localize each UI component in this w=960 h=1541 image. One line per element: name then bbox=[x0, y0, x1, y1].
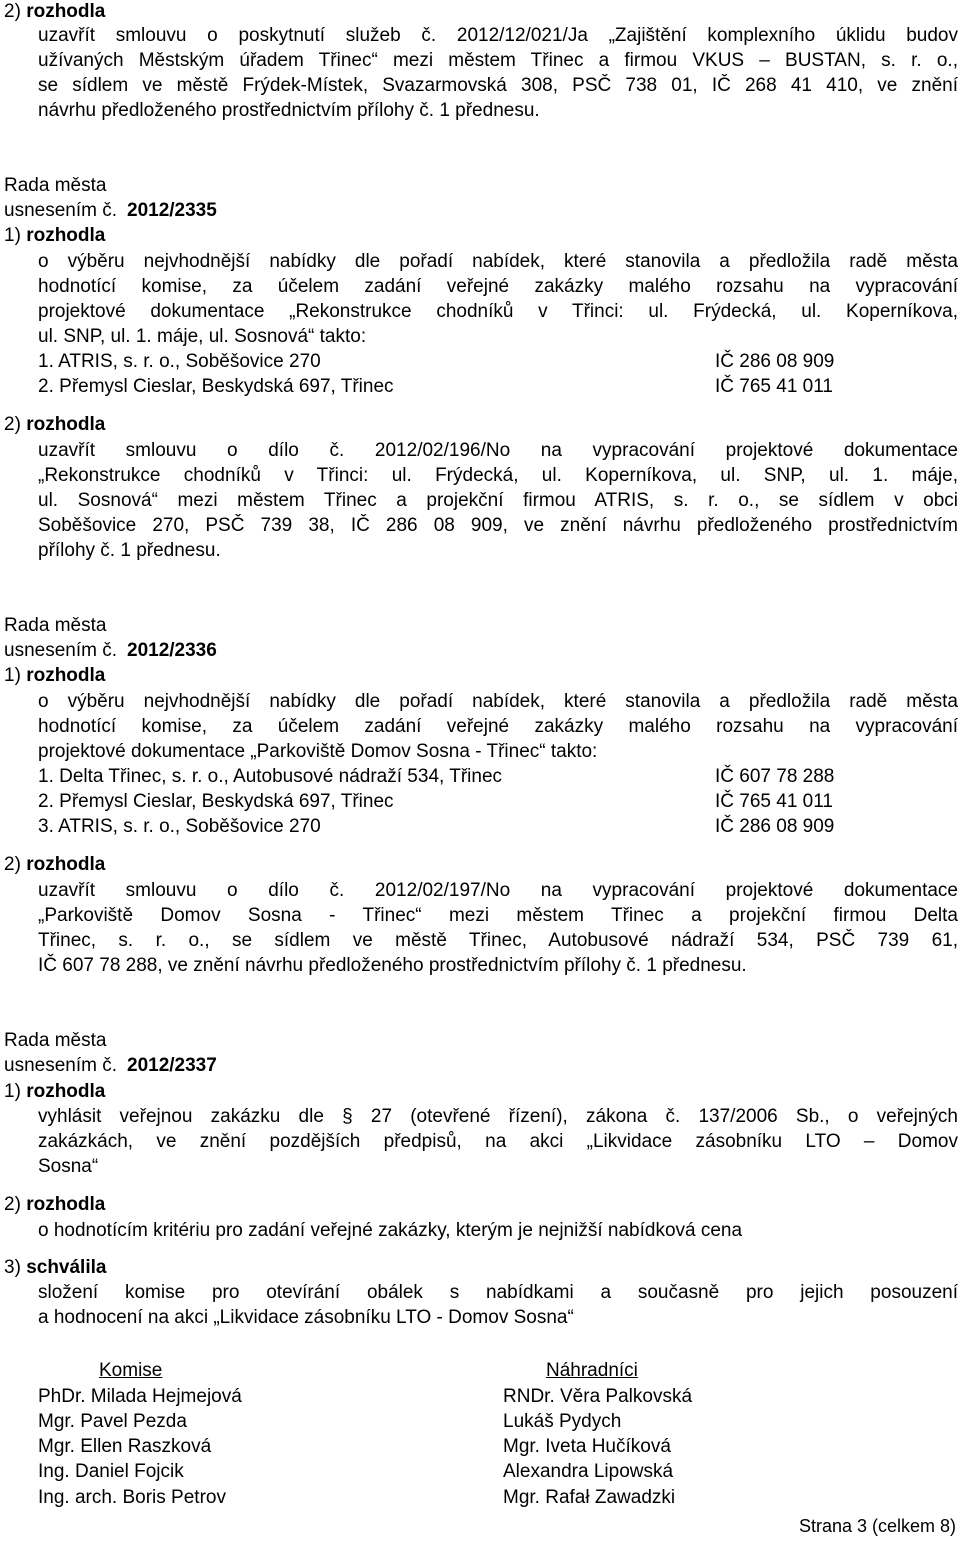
substitute-member: Alexandra Lipowská bbox=[503, 1461, 674, 1482]
committee-member: PhDr. Milada Hejmejová bbox=[38, 1386, 242, 1407]
paragraph-line: Třinec, s. r. o., se sídlem ve městě Třinec, Autobusové nádraží 534, PSČ 739 61, bbox=[38, 930, 958, 951]
bidder-row: 2. Přemysl Cieslar, Beskydská 697, Třinec bbox=[38, 376, 394, 397]
paragraph-line: Sosna“ bbox=[38, 1156, 99, 1177]
committee-member: Mgr. Ellen Raszková bbox=[38, 1436, 212, 1457]
bidder-row: 3. ATRIS, s. r. o., Soběšovice 270 bbox=[38, 816, 321, 837]
paragraph-line: projektové dokumentace „Rekonstrukce chodníků v Třinci: ul. Frýdecká, ul. Koperníkova, bbox=[38, 301, 958, 322]
paragraph-line: o výběru nejvhodnější nabídky dle pořadí nabídek, které stanovila a předložila radě města bbox=[38, 691, 958, 712]
paragraph-line: návrhu předloženého prostřednictvím přílohy č. 1 přednesu. bbox=[38, 100, 540, 121]
resolution-number-line: usnesením č. 2012/2337 bbox=[4, 1055, 217, 1076]
paragraph-line: uzavřít smlouvu o poskytnutí služeb č. 2012/12/021/Ja „Zajištění komplexního úklidu budov bbox=[38, 25, 958, 46]
paragraph-line: Soběšovice 270, PSČ 739 38, IČ 286 08 909, ve znění návrhu předloženého prostřednictvím bbox=[38, 515, 958, 536]
substitute-member: Mgr. Iveta Hučíková bbox=[503, 1436, 671, 1457]
committee-member: Ing. arch. Boris Petrov bbox=[38, 1487, 226, 1508]
bidder-ico: IČ 765 41 011 bbox=[715, 791, 833, 812]
paragraph-line: vyhlásit veřejnou zakázku dle § 27 (otevřené řízení), zákona č. 137/2006 Sb., o veřejných bbox=[38, 1106, 958, 1127]
decision-heading: 2) rozhodla bbox=[4, 854, 106, 875]
decision-heading: 1) rozhodla bbox=[4, 225, 106, 246]
decision-title: rozhodla bbox=[26, 1, 106, 22]
paragraph-line: IČ 607 78 288, ve znění návrhu předloženého prostřednictvím přílohy č. 1 přednesu. bbox=[38, 955, 747, 976]
bidder-ico: IČ 765 41 011 bbox=[715, 376, 833, 397]
resolution-number-line: usnesením č. 2012/2335 bbox=[4, 200, 217, 221]
bidder-row: 1. ATRIS, s. r. o., Soběšovice 270 bbox=[38, 351, 321, 372]
decision-heading: 3) schválila bbox=[4, 1257, 107, 1278]
committee-member: Mgr. Pavel Pezda bbox=[38, 1411, 187, 1432]
decision-heading bbox=[4, 0, 105, 24]
paragraph-line: a hodnocení na akci „Likvidace zásobníku LTO - Domov Sosna“ bbox=[38, 1307, 574, 1328]
paragraph-line: se sídlem ve městě Frýdek-Místek, Svazarmovská 308, PSČ 738 01, IČ 268 41 410, ve znění bbox=[38, 75, 958, 96]
paragraph-line: hodnotící komise, za účelem zadání veřejné zakázky malého rozsahu na vypracování bbox=[38, 276, 958, 297]
committee-member: Ing. Daniel Fojcik bbox=[38, 1461, 184, 1482]
decision-heading: 2) rozhodla bbox=[4, 1194, 106, 1215]
paragraph-line: ul. SNP, ul. 1. máje, ul. Sosnová“ takto: bbox=[38, 326, 367, 347]
paragraph-line: „Parkoviště Domov Sosna - Třinec“ mezi městem Třinec a projekční firmou Delta bbox=[38, 905, 958, 926]
council-label: Rada města bbox=[4, 615, 107, 636]
resolution-number-line: usnesením č. 2012/2336 bbox=[4, 640, 217, 661]
paragraph-line: přílohy č. 1 přednesu. bbox=[38, 540, 221, 561]
substitute-member: Lukáš Pydych bbox=[503, 1411, 622, 1432]
page-number: Strana 3 (celkem 8) bbox=[798, 1516, 956, 1536]
bidder-ico: IČ 286 08 909 bbox=[715, 351, 835, 372]
bidder-row: 2. Přemysl Cieslar, Beskydská 697, Třinec bbox=[38, 791, 394, 812]
paragraph-line: uzavřít smlouvu o dílo č. 2012/02/197/No na vypracování projektové dokumentace bbox=[38, 880, 958, 901]
paragraph-line: projektové dokumentace „Parkoviště Domov Sosna - Třinec“ takto: bbox=[38, 741, 598, 762]
decision-heading: 2) rozhodla bbox=[4, 414, 106, 435]
substitutes-header: Náhradníci bbox=[546, 1360, 638, 1381]
resolution-number: 2012/2337 bbox=[127, 1055, 217, 1076]
paragraph-line: složení komise pro otevírání obálek s nabídkami a současně pro jejich posouzení bbox=[38, 1282, 958, 1303]
paragraph-line: zakázkách, ve znění pozdějších předpisů, na akci „Likvidace zásobníku LTO – Domov bbox=[38, 1131, 958, 1152]
paragraph-line: o výběru nejvhodnější nabídky dle pořadí nabídek, které stanovila a předložila radě města bbox=[38, 251, 958, 272]
council-label: Rada města bbox=[4, 1030, 107, 1051]
decision-heading: 1) rozhodla bbox=[4, 665, 106, 686]
paragraph-line: ul. Sosnová“ mezi městem Třinec a projekční firmou ATRIS, s. r. o., se sídlem v obci bbox=[38, 490, 958, 511]
bidder-ico: IČ 607 78 288 bbox=[715, 766, 835, 787]
paragraph-line: užívaných Městským úřadem Třinec“ mezi městem Třinec a firmou VKUS – BUSTAN, s. r. o., bbox=[38, 50, 958, 71]
committee-header: Komise bbox=[99, 1360, 163, 1381]
paragraph-line: hodnotící komise, za účelem zadání veřejné zakázky malého rozsahu na vypracování bbox=[38, 716, 958, 737]
substitute-member: RNDr. Věra Palkovská bbox=[503, 1386, 693, 1407]
resolution-number: 2012/2335 bbox=[127, 200, 217, 221]
decision-heading: 1) rozhodla bbox=[4, 1081, 106, 1102]
resolution-number: 2012/2336 bbox=[127, 640, 217, 661]
bidder-ico: IČ 286 08 909 bbox=[715, 816, 835, 837]
paragraph-line: „Rekonstrukce chodníků v Třinci: ul. Frýdecká, ul. Koperníkova, ul. SNP, ul. 1. máje, bbox=[38, 465, 958, 486]
bidder-row: 1. Delta Třinec, s. r. o., Autobusové nádraží 534, Třinec bbox=[38, 766, 503, 787]
council-label: Rada města bbox=[4, 175, 107, 196]
substitute-member: Mgr. Rafał Zawadzki bbox=[503, 1487, 676, 1508]
decision-number: 2) bbox=[4, 1, 21, 22]
paragraph-line: o hodnotícím kritériu pro zadání veřejné zakázky, kterým je nejnižší nabídková cena bbox=[38, 1220, 743, 1241]
paragraph-line: uzavřít smlouvu o dílo č. 2012/02/196/No na vypracování projektové dokumentace bbox=[38, 440, 958, 461]
